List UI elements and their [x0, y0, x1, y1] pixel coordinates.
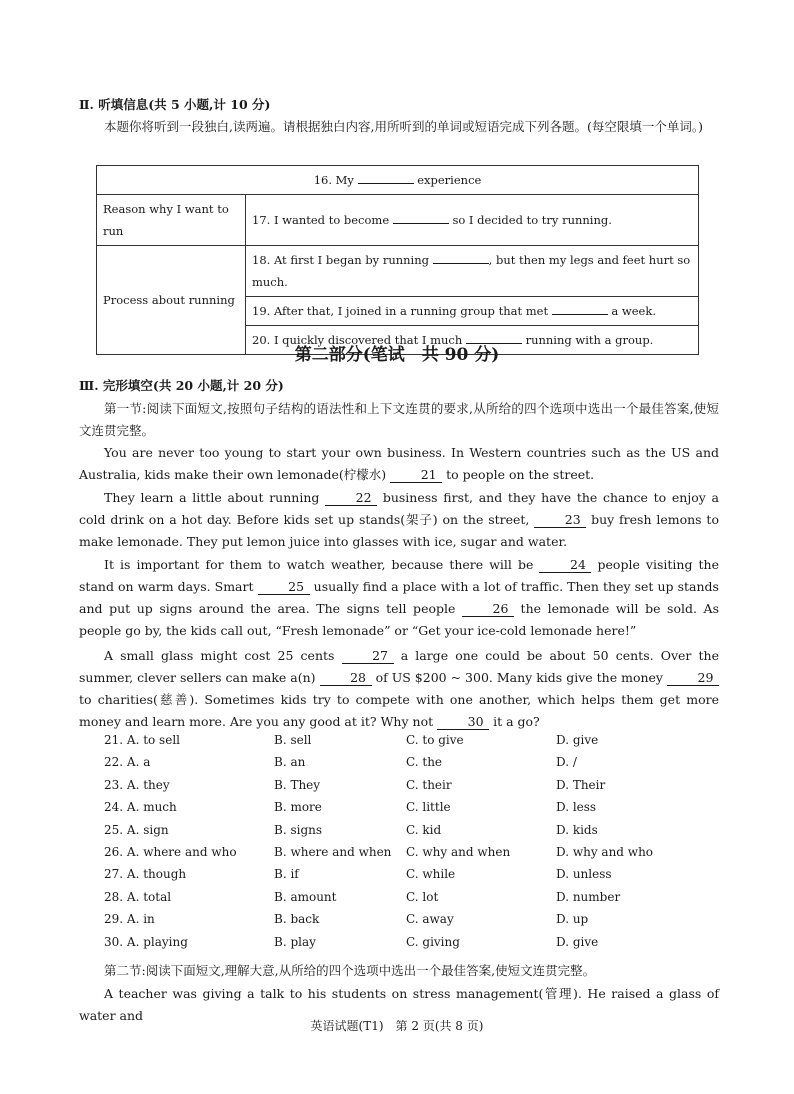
section-2-title: Ⅱ. 听填信息(共 5 小题,计 10 分)	[79, 97, 271, 112]
option-row	[104, 867, 724, 889]
option-d[interactable]: D. /	[556, 755, 577, 770]
reason-label: Reason why I want to run	[97, 195, 246, 246]
table-row-18: 18. At first I began by running , but then my legs and feet hurt so much.	[246, 246, 699, 297]
blank-28[interactable]: 28	[320, 671, 372, 686]
section-3-sub2-instruction: 第二节:阅读下面短文,理解大意,从所给的四个选项中选出一个最佳答案,使短文连贯完整。	[104, 963, 596, 978]
option-b[interactable]: B. if	[274, 867, 299, 882]
option-a[interactable]: 23. A. they	[104, 777, 170, 792]
option-c[interactable]: C. away	[406, 912, 454, 927]
section-3-instruction: 第一节:阅读下面短文,按照句子结构的语法性和上下文连贯的要求,从所给的四个选项中选出一个最佳答案,使短文连贯完整。	[79, 401, 719, 438]
blank-18[interactable]	[433, 251, 489, 264]
option-c[interactable]: C. to give	[406, 733, 464, 747]
option-row	[104, 935, 724, 957]
process-label: Process about running	[97, 246, 246, 355]
option-d[interactable]: D. unless	[556, 867, 612, 882]
blank-24[interactable]: 24	[539, 558, 591, 573]
option-b[interactable]: B. amount	[274, 889, 337, 904]
blank-23[interactable]: 23	[534, 513, 586, 528]
option-row	[104, 845, 724, 867]
option-row	[104, 823, 724, 845]
option-d[interactable]: D. number	[556, 889, 621, 904]
option-c[interactable]: C. why and when	[406, 844, 511, 859]
section-3-title: Ⅲ. 完形填空(共 20 小题,计 20 分)	[79, 378, 284, 393]
option-b[interactable]: B. where and when	[274, 844, 392, 859]
option-b[interactable]: B. an	[274, 755, 306, 770]
option-d[interactable]: D. up	[556, 912, 589, 927]
option-b[interactable]: B. signs	[274, 822, 323, 837]
option-row	[104, 912, 724, 934]
listening-table	[96, 165, 699, 355]
table-row-19: 19. After that, I joined in a running group that met a week.	[246, 297, 699, 326]
blank-19[interactable]	[552, 302, 608, 315]
option-a[interactable]: 30. A. playing	[104, 934, 188, 949]
option-a[interactable]: 21. A. to sell	[104, 733, 180, 747]
option-a[interactable]: 29. A. in	[104, 912, 155, 927]
blank-16[interactable]	[358, 171, 414, 184]
option-c[interactable]: C. giving	[406, 934, 460, 949]
option-d[interactable]: D. why and who	[556, 844, 654, 859]
option-c[interactable]: C. their	[406, 777, 452, 792]
option-row	[104, 800, 724, 822]
option-c[interactable]: C. lot	[406, 889, 439, 904]
option-a[interactable]: 25. A. sign	[104, 822, 169, 837]
option-row	[104, 778, 724, 800]
blank-22[interactable]: 22	[325, 491, 377, 506]
blank-17[interactable]	[393, 211, 449, 224]
option-d[interactable]: D. less	[556, 800, 597, 815]
table-row-16: 16. My experience	[97, 166, 699, 195]
option-a[interactable]: 27. A. though	[104, 867, 187, 882]
option-b[interactable]: B. back	[274, 912, 320, 927]
blank-30[interactable]: 30	[437, 715, 489, 730]
option-row	[104, 755, 724, 777]
table-row-17: 17. I wanted to become so I decided to try running.	[246, 195, 699, 246]
option-c[interactable]: C. kid	[406, 822, 442, 837]
option-d[interactable]: D. give	[556, 934, 599, 949]
option-b[interactable]: B. sell	[274, 733, 312, 747]
blank-21[interactable]: 21	[390, 468, 442, 483]
option-c[interactable]: C. little	[406, 800, 451, 815]
option-row	[104, 890, 724, 912]
option-b[interactable]: B. They	[274, 777, 321, 792]
option-a[interactable]: 24. A. much	[104, 800, 177, 815]
option-d[interactable]: D. kids	[556, 822, 598, 837]
option-row	[104, 733, 724, 755]
passage-2-first-line: A teacher was giving a talk to his students on stress management(管理). He raised a glass of water and	[79, 986, 719, 1023]
option-c[interactable]: C. while	[406, 867, 456, 882]
option-c[interactable]: C. the	[406, 755, 443, 770]
blank-26[interactable]: 26	[462, 602, 514, 617]
answer-options	[104, 733, 724, 957]
option-b[interactable]: B. play	[274, 934, 316, 949]
option-d[interactable]: D. give	[556, 733, 599, 747]
blank-29[interactable]: 29	[667, 671, 719, 686]
blank-25[interactable]: 25	[258, 580, 310, 595]
option-a[interactable]: 26. A. where and who	[104, 844, 237, 859]
option-a[interactable]: 28. A. total	[104, 889, 172, 904]
section-2-instruction: 本题你将听到一段独白,读两遍。请根据独白内容,用所听到的单词或短语完成下列各题。(每空限填一个单词。)	[104, 119, 703, 134]
passage-paragraph-3: It is important for them to watch weather, because there will be 24 people visiting the stand on warm days. Smart 25 usually find a place with a lot of traffic. Then they set up stands and put up signs around the area. The signs tell people 26 the lemonade will be sold. As people go by, the kids call out, “Fresh lemonade” or “Get your ice-cold lemonade here!”	[79, 557, 719, 638]
page-footer: 英语试题(T1) 第 2 页(共 8 页)	[310, 1019, 484, 1033]
passage-paragraph-1: You are never too young to start your own business. In Western countries such as the US and Australia, kids make their own lemonade(柠檬水) 21 to people on the street.	[79, 445, 719, 482]
table-row-20: 20. I quickly discovered that I much running with a group.	[246, 326, 699, 355]
option-b[interactable]: B. more	[274, 800, 322, 815]
blank-27[interactable]: 27	[342, 649, 394, 664]
passage-paragraph-4: A small glass might cost 25 cents 27 a large one could be about 50 cents. Over the summer, clever sellers can make a(n) 28 of US $200 ~ 300. Many kids give the money 29 to charities(慈善). Sometimes kids try to compete with one another, which helps them get more money and learn more. Are you any good at it? Why not 30 it a go?	[79, 648, 719, 729]
part-2-title: 第二部分(笔试 共 90 分)	[294, 345, 500, 365]
option-a[interactable]: 22. A. a	[104, 755, 151, 770]
option-d[interactable]: D. Their	[556, 777, 606, 792]
passage-paragraph-2: They learn a little about running 22 business first, and they have the chance to enjoy a cold drink on a hot day. Before kids set up stands(架子) on the street, 23 buy fresh lemons to make lemonade. They put lemon juice into glasses with ice, sugar and water.	[79, 490, 719, 549]
